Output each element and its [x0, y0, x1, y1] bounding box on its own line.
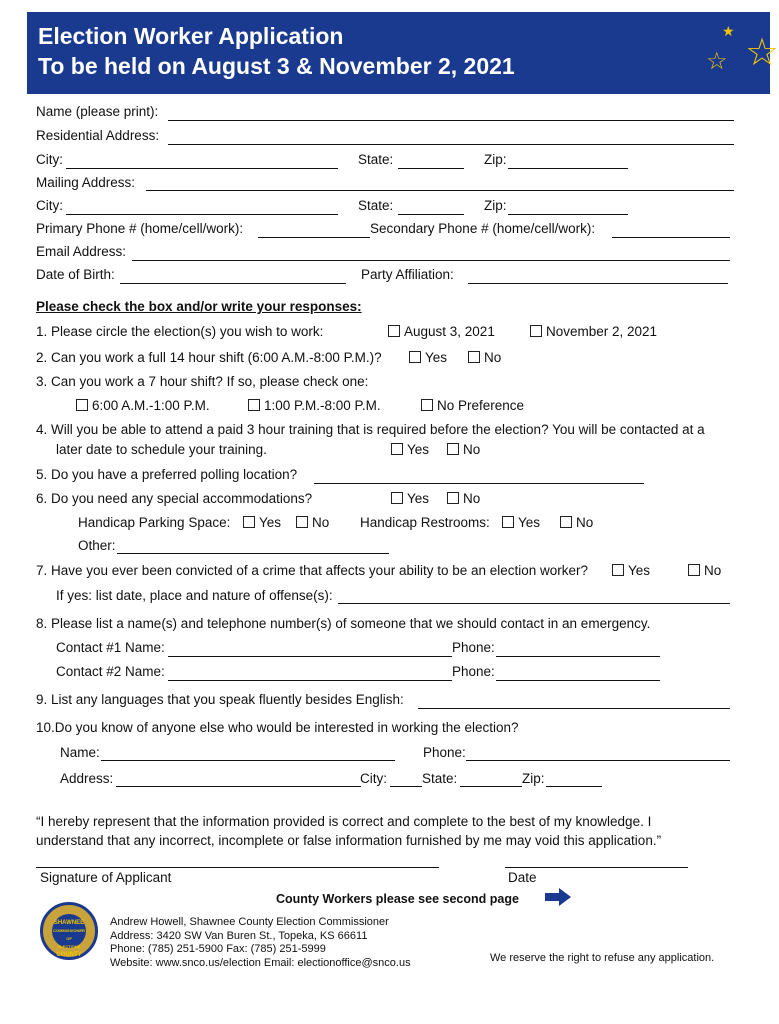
mailing-address-field[interactable] [146, 190, 734, 191]
checkbox-icon[interactable] [688, 564, 700, 576]
commissioner-line: Andrew Howell, Shawnee County Election Commissioner [110, 916, 389, 928]
q10-state-label: State: [422, 771, 458, 786]
mailing-address-label: Mailing Address: [36, 175, 136, 190]
q10-city-label: City: [360, 771, 387, 786]
website-email-line: Website: www.snco.us/election Email: electionoffice@snco.us [110, 957, 411, 969]
date-label: Date [508, 870, 537, 885]
mailing-state-label: State: [358, 198, 394, 213]
q2-yes-option[interactable]: Yes [409, 350, 447, 365]
statement-line1: “I hereby represent that the information provided is correct and complete to the best of my knowledge. I [36, 814, 652, 829]
signature-field[interactable] [36, 867, 439, 868]
right-arrow-icon [545, 888, 571, 906]
checkbox-icon[interactable] [409, 351, 421, 363]
phone-line: Phone: (785) 251-5900 Fax: (785) 251-5999 [110, 943, 326, 955]
q10-name-field[interactable] [101, 760, 395, 761]
q9-text: 9. List any languages that you speak fluently besides English: [36, 692, 404, 707]
checkbox-icon[interactable] [612, 564, 624, 576]
party-label: Party Affiliation: [361, 267, 454, 282]
contact2-phone-field[interactable] [496, 680, 660, 681]
q6-text: 6. Do you need any special accommodations? [36, 491, 313, 506]
q3-text: 3. Can you work a 7 hour shift? If so, please check one: [36, 374, 369, 389]
q10-text: 10.Do you know of anyone else who would be interested in working the election? [36, 720, 519, 735]
secondary-phone-field[interactable] [612, 237, 730, 238]
checkbox-icon[interactable] [560, 516, 572, 528]
q10-zip-label: Zip: [522, 771, 545, 786]
small-star-icon: ★ [722, 23, 735, 39]
q7-ifyes-label: If yes: list date, place and nature of offense(s): [56, 588, 333, 603]
state-field[interactable] [398, 168, 464, 169]
q5-text: 5. Do you have a preferred polling location? [36, 467, 298, 482]
q10-phone-label: Phone: [423, 745, 466, 760]
checkbox-icon[interactable] [421, 399, 433, 411]
email-field[interactable] [132, 260, 730, 261]
restrooms-no-option[interactable]: No [560, 515, 593, 530]
contact1-phone-field[interactable] [496, 656, 660, 657]
party-field[interactable] [468, 283, 728, 284]
q7-ifyes-field[interactable] [338, 603, 730, 604]
secondary-phone-label: Secondary Phone # (home/cell/work): [370, 221, 596, 236]
name-field[interactable] [168, 120, 734, 121]
dob-field[interactable] [120, 283, 346, 284]
address-line: Address: 3420 SW Van Buren St., Topeka, KS 66611 [110, 930, 368, 942]
statement-line2: understand that any incorrect, incomplete or false information furnished by me may void this application.” [36, 833, 662, 848]
restrooms-yes-option[interactable]: Yes [502, 515, 540, 530]
city-field[interactable] [66, 168, 338, 169]
zip-label: Zip: [484, 152, 507, 167]
parking-yes-option[interactable]: Yes [243, 515, 281, 530]
city-label: City: [36, 152, 63, 167]
q6-yes-option[interactable]: Yes [391, 491, 429, 506]
q6-no-option[interactable]: No [447, 491, 480, 506]
contact2-name-field[interactable] [168, 680, 452, 681]
residential-address-field[interactable] [168, 144, 734, 145]
q3-afternoon-option[interactable]: 1:00 P.M.-8:00 P.M. [248, 398, 381, 413]
other-label: Other: [78, 538, 116, 553]
dob-label: Date of Birth: [36, 267, 115, 282]
form-title: Election Worker Application [38, 23, 344, 49]
checkbox-icon[interactable] [388, 325, 400, 337]
contact1-phone-label: Phone: [452, 640, 495, 655]
q4-yes-option[interactable]: Yes [391, 442, 429, 457]
large-outline-star-icon: ☆ [745, 32, 779, 74]
mailing-zip-label: Zip: [484, 198, 507, 213]
header-banner [27, 12, 779, 94]
q1-august-option[interactable]: August 3, 2021 [388, 324, 495, 339]
q8-text: 8. Please list a name(s) and telephone number(s) of someone that we should contact in an emergency. [36, 616, 651, 631]
primary-phone-field[interactable] [258, 237, 370, 238]
mailing-city-label: City: [36, 198, 63, 213]
contact2-label: Contact #2 Name: [56, 664, 165, 679]
state-label: State: [358, 152, 394, 167]
form-subtitle: To be held on August 3 & November 2, 2021 [38, 53, 515, 79]
q10-name-label: Name: [60, 745, 100, 760]
q2-no-option[interactable]: No [468, 350, 501, 365]
q10-phone-field[interactable] [466, 760, 730, 761]
primary-phone-label: Primary Phone # (home/cell/work): [36, 221, 244, 236]
q3-no-preference-option[interactable]: No Preference [421, 398, 524, 413]
checkbox-icon[interactable] [248, 399, 260, 411]
checkbox-icon[interactable] [530, 325, 542, 337]
name-label: Name (please print): [36, 104, 159, 119]
other-field[interactable] [117, 553, 389, 554]
date-field[interactable] [505, 867, 688, 868]
restrooms-label: Handicap Restrooms: [360, 515, 490, 530]
q7-yes-option[interactable]: Yes [612, 563, 650, 578]
q10-zip-field[interactable] [546, 786, 602, 787]
checkbox-icon[interactable] [447, 443, 459, 455]
q1-november-option[interactable]: November 2, 2021 [530, 324, 657, 339]
q7-text: 7. Have you ever been convicted of a crime that affects your ability to be an election worker? [36, 563, 589, 578]
signature-label: Signature of Applicant [40, 870, 172, 885]
q2-text: 2. Can you work a full 14 hour shift (6:00 A.M.-8:00 P.M.)? [36, 350, 382, 365]
parking-no-option[interactable]: No [296, 515, 329, 530]
q10-city-field[interactable] [390, 786, 422, 787]
residential-address-label: Residential Address: [36, 128, 160, 143]
q10-state-field[interactable] [460, 786, 522, 787]
q3-morning-option[interactable]: 6:00 A.M.-1:00 P.M. [76, 398, 210, 413]
q1-text: 1. Please circle the election(s) you wish to work: [36, 324, 324, 339]
checkbox-icon[interactable] [468, 351, 480, 363]
mailing-zip-field[interactable] [508, 214, 628, 215]
q5-field[interactable] [314, 483, 644, 484]
checkbox-icon[interactable] [76, 399, 88, 411]
outline-star-icon: ☆ [706, 48, 728, 75]
q10-address-field[interactable] [116, 786, 361, 787]
county-seal-logo: SHAWNEE COMMISSIONER OF ELECTIONS COUNTY [40, 902, 98, 960]
q10-address-label: Address: [60, 771, 114, 786]
q4-text-continued: later date to schedule your training. [56, 442, 267, 457]
q4-text: 4. Will you be able to attend a paid 3 hour training that is required before the election? You will be contacted at a [36, 422, 705, 437]
checkbox-icon[interactable] [502, 516, 514, 528]
zip-field[interactable] [508, 168, 628, 169]
email-label: Email Address: [36, 244, 127, 259]
checkbox-icon[interactable] [296, 516, 308, 528]
instructions-heading: Please check the box and/or write your responses: [36, 299, 362, 314]
checkbox-icon[interactable] [391, 492, 403, 504]
mailing-city-field[interactable] [66, 214, 338, 215]
checkbox-icon[interactable] [391, 443, 403, 455]
mailing-state-field[interactable] [398, 214, 464, 215]
contact1-label: Contact #1 Name: [56, 640, 165, 655]
disclaimer: We reserve the right to refuse any application. [490, 952, 715, 964]
q9-field[interactable] [418, 708, 730, 709]
county-workers-note: County Workers please see second page [276, 892, 519, 906]
parking-label: Handicap Parking Space: [78, 515, 231, 530]
contact2-phone-label: Phone: [452, 664, 495, 679]
q7-no-option[interactable]: No [688, 563, 721, 578]
checkbox-icon[interactable] [243, 516, 255, 528]
checkbox-icon[interactable] [447, 492, 459, 504]
contact1-name-field[interactable] [168, 656, 452, 657]
q4-no-option[interactable]: No [447, 442, 480, 457]
